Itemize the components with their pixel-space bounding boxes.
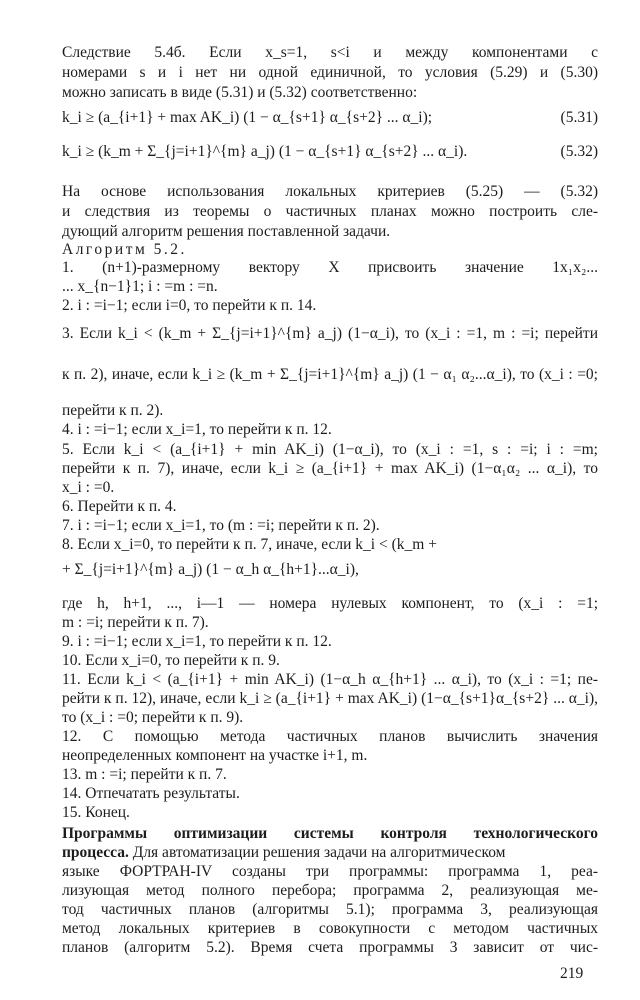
page-number: 219 xyxy=(560,965,584,982)
equation-body: k_i ≥ (k_m + Σ_{j=i+1}^{m} a_j) (1 − α_{s+1} α_{s+2} ... α_i). xyxy=(62,143,468,160)
text-line: перейти к п. 2). xyxy=(62,402,164,419)
text-line: 12. С помощью метода частичных планов вычислить значения xyxy=(62,728,598,745)
text-line: 14. Отпечатать результаты. xyxy=(62,785,240,802)
text-line: ... x_{n−1}1; i : =m : =n. xyxy=(62,278,218,295)
text-line: 10. Если x_i=0, то перейти к п. 9. xyxy=(62,652,280,669)
text-fragment: Для автоматизации решения задачи на алгоритмическом xyxy=(128,844,506,861)
text-line: 1. (n+1)-размерному вектору X присвоить значение 1x₁x₂... xyxy=(62,259,598,276)
text-line: языке ФОРТРАН-IV созданы три программы: программа 1, реа- xyxy=(62,863,598,880)
text-line: 8. Если x_i=0, то перейти к п. 7, иначе, если k_i < (k_m + xyxy=(62,536,437,553)
text-line: рейти к п. 12), иначе, если k_i ≥ (a_{i+1} + max AK_i) (1−α_{s+1}α_{s+2} ... α_i), xyxy=(62,690,598,707)
text-line: 11. Если k_i < (a_{i+1} + min AK_i) (1−α_h α_{h+1} ... α_i), то (x_i : =1; пе- xyxy=(62,671,598,688)
text-line: 9. i : =i−1; если x_i=1, то перейти к п. 12. xyxy=(62,633,332,650)
equation-number: (5.31) xyxy=(560,109,598,126)
equation-body: k_i ≥ (a_{i+1} + max AK_i) (1 − α_{s+1} α_{s+2} ... α_i); xyxy=(62,109,433,126)
section-heading: Программы оптимизации системы контроля технологического xyxy=(62,825,598,842)
text-line: x_i : =0. xyxy=(62,479,115,496)
text-line: к п. 2), иначе, если k_i ≥ (k_m + Σ_{j=i+1}^{m} a_j) (1 − α₁ α₂...α_i), то (x_i : =0; xyxy=(62,366,598,383)
text-line: 13. m : =i; перейти к п. 7. xyxy=(62,766,227,783)
text-line: + Σ_{j=i+1}^{m} a_j) (1 − α_h α_{h+1}...α_i), xyxy=(62,561,359,578)
text-line: 3. Если k_i < (k_m + Σ_{j=i+1}^{m} a_j) (1−α_i), то (x_i : =1, m : =i; перейти xyxy=(62,325,598,342)
text-line: планов (алгоритм 5.2). Время счета программы 3 зависит от чис- xyxy=(62,939,598,956)
text-line xyxy=(62,843,598,863)
text-line: 7. i : =i−1; если x_i=1, то (m : =i; перейти к п. 2). xyxy=(62,517,380,534)
text-line: можно записать в виде (5.31) и (5.32) соответственно: xyxy=(62,84,418,101)
text-line: 2. i : =i−1; если i=0, то перейти к п. 14. xyxy=(62,297,317,314)
text-line: лизующая метод полного перебора; программа 2, реализующая ме- xyxy=(62,882,598,899)
text-line: 4. i : =i−1; если x_i=1, то перейти к п. 12. xyxy=(62,421,332,438)
text-line: перейти к п. 7), иначе, если k_i ≥ (a_{i+1} + max AK_i) (1−α₁α₂ ... α_i), то xyxy=(62,460,598,477)
text-line: 5. Если k_i < (a_{i+1} + min AK_i) (1−α_i), то (x_i : =1, s : =i; i : =m; xyxy=(62,441,598,458)
text-line: тод частичных планов (алгоритмы 5.1); программа 3, реализующая xyxy=(62,901,598,918)
equation-5-31 xyxy=(62,108,598,128)
text-line: неопределенных компонент на участке i+1, m. xyxy=(62,747,368,764)
text-line: номерами s и i нет ни одной единичной, то условия (5.29) и (5.30) xyxy=(62,64,598,81)
text-line: На основе использования локальных критериев (5.25) — (5.32) xyxy=(62,183,598,200)
text-line: метод локальных критериев в совокупности с методом частичных xyxy=(62,920,598,937)
text-line: и следствия из теоремы о частичных планах можно построить сле- xyxy=(62,203,598,220)
text-line: где h, h+1, ..., i—1 — номера нулевых компонент, то (x_i : =1; xyxy=(62,595,598,612)
equation-number: (5.32) xyxy=(560,143,598,160)
section-heading-end: процесса. xyxy=(62,844,129,861)
equation-5-32 xyxy=(62,142,598,162)
algorithm-heading: Алгоритм 5.2. xyxy=(62,241,187,258)
text-line: дующий алгоритм решения поставленной задачи. xyxy=(62,223,391,240)
text-line: 15. Конец. xyxy=(62,804,130,821)
text-line: то (x_i : =0; перейти к п. 9). xyxy=(62,709,244,726)
text-line: m : =i; перейти к п. 7). xyxy=(62,614,209,631)
text-line: Следствие 5.4б. Если x_s=1, s<i и между компонентами с xyxy=(62,44,598,61)
text-line: 6. Перейти к п. 4. xyxy=(62,498,177,515)
